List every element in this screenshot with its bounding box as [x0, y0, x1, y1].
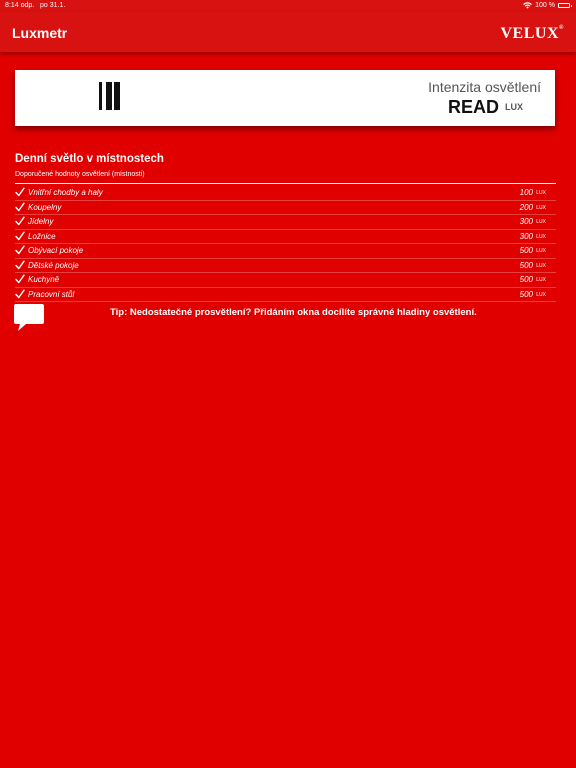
checkmark-icon	[15, 274, 25, 284]
registered-mark: ®	[559, 25, 564, 31]
room-name: Jídelny	[28, 217, 54, 226]
room-lux-value: 500	[519, 275, 533, 284]
checkmark-icon	[15, 289, 25, 299]
meter-unit: LUX	[505, 102, 523, 112]
room-name: Koupelny	[28, 202, 62, 212]
room-lux-unit: LUX	[536, 262, 546, 269]
room-lux-value: 500	[519, 289, 533, 299]
room-name: Pracovní stůl	[28, 289, 75, 299]
room-row	[15, 201, 556, 216]
nav-bar	[0, 12, 576, 52]
room-name: Ložnice	[28, 231, 56, 241]
room-row	[15, 244, 556, 259]
speech-bubble-icon	[14, 304, 44, 332]
tip-text: Tip: Nedostatečné prosvětlení? Přidáním okna docílíte správné hladiny osvětlení.	[110, 307, 477, 318]
bars-icon	[99, 82, 121, 110]
room-lux-value: 500	[519, 246, 533, 255]
room-name: Dětské pokoje	[28, 260, 79, 270]
section-subtitle: Doporučené hodnoty osvětlení (místnosti)	[15, 171, 145, 178]
room-row	[15, 259, 556, 274]
divider	[15, 183, 556, 184]
status-bar	[0, 0, 576, 12]
checkmark-icon	[15, 260, 25, 270]
battery-icon	[558, 3, 570, 8]
battery-percent: 100 %	[535, 2, 555, 9]
room-row	[15, 273, 556, 288]
checkmark-icon	[15, 231, 25, 241]
meter-value: READ	[447, 97, 499, 117]
brand-name: VELUX	[500, 25, 560, 42]
room-name: Kuchyně	[28, 275, 60, 284]
room-lux-unit: LUX	[536, 248, 546, 254]
page-title: Luxmetr	[12, 25, 68, 41]
room-lux-unit: LUX	[536, 190, 546, 196]
section-title: Denní světlo v místnostech	[15, 153, 164, 165]
meter-label: Intenzita osvětlení	[428, 79, 541, 95]
room-list	[15, 186, 556, 302]
checkmark-icon	[15, 202, 25, 212]
room-lux-unit: LUX	[536, 291, 546, 298]
room-name: Obývací pokoje	[28, 246, 84, 255]
wifi-icon	[523, 2, 532, 9]
room-lux-unit: LUX	[536, 277, 546, 283]
checkmark-icon	[15, 187, 25, 197]
room-lux-value: 100	[519, 188, 533, 197]
room-lux-unit: LUX	[536, 219, 546, 225]
lux-meter-card	[15, 70, 555, 126]
room-row	[15, 215, 556, 230]
room-lux-unit: LUX	[536, 204, 546, 211]
velux-logo	[501, 25, 565, 43]
room-lux-value: 500	[519, 260, 533, 270]
status-right	[523, 2, 570, 9]
room-row	[15, 288, 556, 303]
room-lux-value: 300	[519, 231, 533, 241]
room-name: Vnitřní chodby a haly	[28, 188, 103, 197]
checkmark-icon	[15, 216, 25, 226]
checkmark-icon	[15, 245, 25, 255]
room-row	[15, 186, 556, 201]
status-time: 8:14 odp.	[5, 2, 35, 9]
room-lux-unit: LUX	[536, 233, 546, 240]
status-date: po 31.1.	[40, 2, 66, 9]
room-lux-value: 300	[519, 217, 533, 226]
room-row	[15, 230, 556, 245]
room-lux-value: 200	[519, 202, 533, 212]
